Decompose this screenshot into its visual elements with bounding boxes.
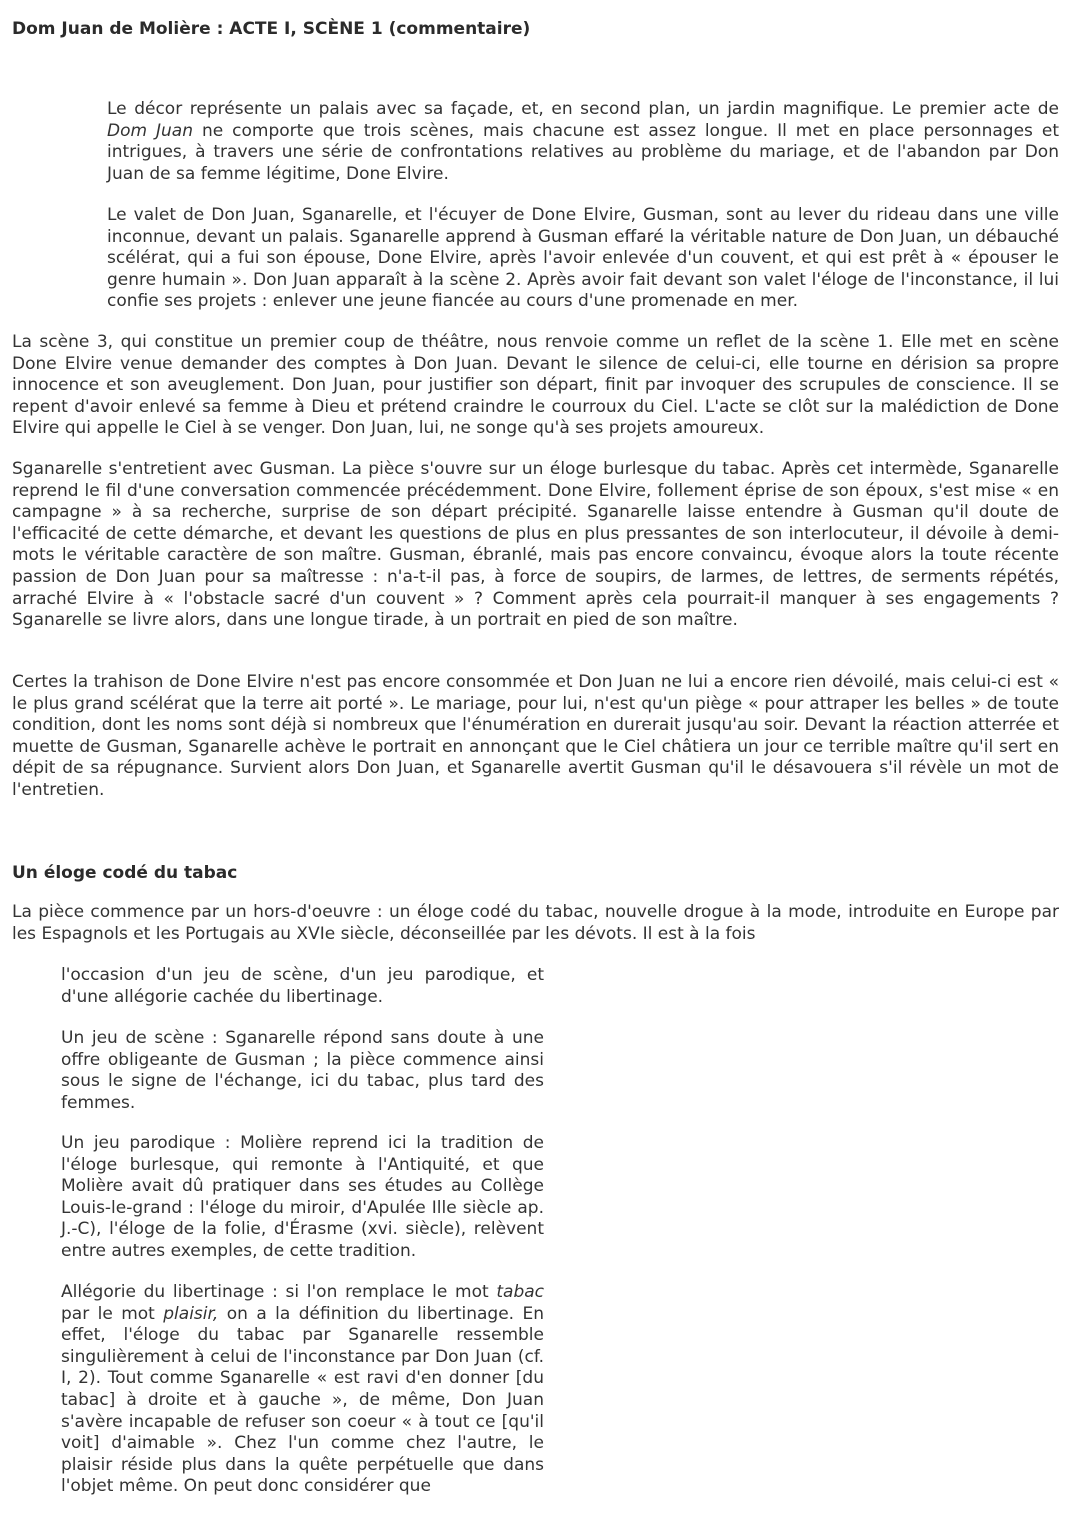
section-heading-tabac: Un éloge codé du tabac xyxy=(12,863,238,883)
quote-paragraph-allegorie: Allégorie du libertinage : si l'on remplace le mot tabac par le mot plaisir, on a la définition du libertinage. En effet, l'éloge du tabac par Sganarelle ressemble singulièrement à celui de l'inconstance par Don Juan (cf. I, 2). Tout comme Sganarelle « est ravi d'en donner [du tabac] à droite et à gauche », de même, Don Juan s'avère incapable de refuser son coeur « à tout ce [qu'il voit] d'aimable ». Chez l'un comme chez l'autre, le plaisir réside plus dans la quête perpétuelle que dans l'objet même. On peut donc considérer que xyxy=(61,1282,545,1497)
intro-paragraph-2: Le valet de Don Juan, Sganarelle, et l'écuyer de Done Elvire, Gusman, sont au lever du rideau dans une ville inconnue, devant un palais. Sganarelle apprend à Gusman effaré la véritable nature de Don Juan, un débauché scélérat, qui a fui son épouse, Done Elvire, après l'avoir enlevée d'un couvent, et qui est prêt à « épouser le genre humain ». Don Juan apparaît à la scène 2. Après avoir fait devant son valet l'éloge de l'inconstance, il lui confie ses projets : enlever une jeune fiancée au cours d'une promenade en mer. xyxy=(107,205,1059,312)
page-title: Dom Juan de Molière : ACTE I, SCÈNE 1 (commentaire) xyxy=(12,19,531,39)
quote-paragraph-jeu-de-scene: Un jeu de scène : Sganarelle répond sans doute à une offre obligeante de Gusman ; la pièce commence ainsi sous le signe de l'échange, ici du tabac, plus tard des femmes. xyxy=(61,1028,544,1113)
body-paragraph-trahison: Certes la trahison de Done Elvire n'est pas encore consommée et Don Juan ne lui a encore rien dévoilé, mais celui-ci est « le plus grand scélérat que la terre ait porté ». Le mariage, pour lui, n'est qu'un piège « pour attraper les belles » de toute condition, dont les noms sont déjà si nombreux que l'énumération en durerait jusqu'au soir. Devant la réaction atterrée et muette de Gusman, Sganarelle achève le portrait en annonçant que le Ciel châtiera un jour ce terrible maître qu'il sert en dépit de sa répugnance. Survient alors Don Juan, et Sganarelle avertit Gusman qu'il le désavouera s'il révèle un mot de l'entretien. xyxy=(12,672,1059,800)
quote-paragraph-1: l'occasion d'un jeu de scène, d'un jeu parodique, et d'une allégorie cachée du libertinage. xyxy=(61,965,544,1007)
quote-paragraph-jeu-parodique: Un jeu parodique : Molière reprend ici la tradition de l'éloge burlesque, qui remonte à l'Antiquité, et que Molière avait dû pratiquer dans ses études au Collège Louis-le-grand : l'éloge du miroir, d'Apulée Ille siècle ap. J.-C), l'éloge de la folie, d'Érasme (xvi. siècle), relèvent entre autres exemples, de cette tradition. xyxy=(61,1133,544,1261)
body-paragraph-scene3: La scène 3, qui constitue un premier coup de théâtre, nous renvoie comme un reflet de la scène 1. Elle met en scène Done Elvire venue demander des comptes à Don Juan. Devant le silence de celui-ci, elle tourne en dérision sa propre innocence et son aveuglement. Don Juan, pour justifier son départ, finit par invoquer des scrupules de conscience. Il se repent d'avoir enlevé sa femme à Dieu et prétend craindre le courroux du Ciel. L'acte se clôt sur la malédiction de Done Elvire qui appelle le Ciel à se venger. Don Juan, lui, ne songe qu'à ses projets amoureux. xyxy=(12,332,1059,439)
intro-paragraph-1: Le décor représente un palais avec sa façade, et, en second plan, un jardin magnifique. Le premier acte de Dom Juan ne comporte que trois scènes, mais chacune est assez longue. Il met en place personnages et intrigues, à travers une série de confrontations relatives au problème du mariage, et de l'abandon par Don Juan de sa femme légitime, Done Elvire. xyxy=(107,99,1059,184)
play-title-italic: Dom Juan xyxy=(107,120,193,141)
section-intro-paragraph: La pièce commence par un hors-d'oeuvre : un éloge codé du tabac, nouvelle drogue à la mode, introduite en Europe par les Espagnols et les Portugais au XVIe siècle, déconseillée par les dévots. Il est à la fois xyxy=(12,902,1059,944)
body-paragraph-sganarelle: Sganarelle s'entretient avec Gusman. La pièce s'ouvre sur un éloge burlesque du tabac. Après cet intermède, Sganarelle reprend le fil d'une conversation commencée précédemment. Done Elvire, follement éprise de son époux, s'est mise « en campagne » à sa recherche, surprise de son départ précipité. Sganarelle laisse entendre à Gusman qu'il doute de l'efficacité de cette démarche, et devant les questions de plus en plus pressantes de son interlocuteur, il dévoile à demi-mots le véritable caractère de son maître. Gusman, ébranlé, mais pas encore convaincu, évoque alors la toute récente passion de Don Juan pour sa maîtresse : n'a-t-il pas, à force de soupirs, de larmes, de lettres, de serments répétés, arraché Elvire à « l'obstacle sacré d'un couvent » ? Comment après cela pourrait-il manquer à ses engagements ? Sganarelle se livre alors, dans une longue tirade, à un portrait en pied de son maître. xyxy=(12,459,1059,631)
